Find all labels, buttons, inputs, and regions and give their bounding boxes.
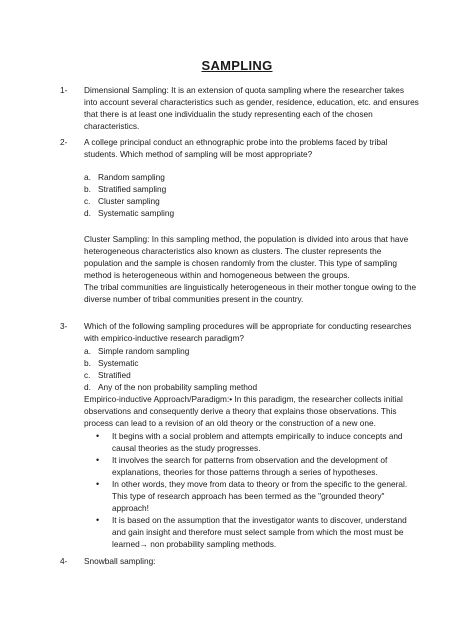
- option-b: b. Stratified sampling: [84, 184, 167, 194]
- question-4-text: Snowball sampling:: [84, 556, 156, 566]
- option-d: d. Systematic sampling: [84, 208, 175, 218]
- list-item: • It is based on the assumption that the investigator wants to discover, understand and gain insight and therefore must select sample from which the most must be learned→ non probability sampling methods.: [96, 515, 407, 549]
- option-a: a. Simple random sampling: [84, 346, 190, 356]
- bullet-icon: •: [96, 479, 100, 489]
- question-3-number: 3-: [60, 321, 68, 331]
- bullet-icon: •: [96, 515, 100, 525]
- option-a: a. Random sampling: [84, 172, 165, 182]
- question-4-number: 4-: [60, 556, 68, 566]
- question-2-explanation-2: The tribal communities are linguistically heterogeneous in their mother tongue owing to the diverse number of tribal communities present in the country.: [84, 282, 417, 304]
- list-item: • It begins with a social problem and attempts empirically to induce concepts and causal theories as the study progresses.: [96, 431, 403, 453]
- page-title: SAMPLING: [201, 58, 273, 73]
- option-b: b. Systematic: [84, 358, 139, 368]
- question-3-explanation: Empirico-inductive Approach/Paradigm:• In this paradigm, the researcher collects initial observations and consequently derive a theory that explains those observations. This process can lead to a revision of an old theory or the construction of a new one.: [84, 394, 403, 428]
- list-item: • It involves the search for patterns from observation and the development of explanations, theories for those patterns through a series of hypotheses.: [96, 455, 388, 477]
- question-3-options: [84, 345, 257, 393]
- question-2-text: A college principal conduct an ethnographic probe into the problems faced by tribal students. Which method of sampling will be most appropriate?: [84, 137, 388, 159]
- question-2-number: 2-: [60, 137, 68, 147]
- question-2-options: [84, 171, 174, 219]
- option-c: c. Stratified: [84, 370, 131, 380]
- question-3-bullet-list: [96, 430, 421, 550]
- question-1-text: Dimensional Sampling: It is an extension of quota sampling where the researcher takes into account several characteristics such as gender, residence, education, etc. and ensures that there is at least one individualin the study representing each of the chosen characteristics.: [84, 85, 419, 131]
- question-3-text: Which of the following sampling procedures will be appropriate for conducting researches with empirico-inductive research paradigm?: [84, 321, 412, 343]
- bullet-icon: •: [96, 455, 100, 465]
- question-2-explanation: Cluster Sampling: In this sampling method, the population is divided into arous that have heterogeneous characteristics also known as clusters. The cluster represents the population and the sample is chosen randomly from the cluster. This type of sampling method is heterogeneous within and homogeneous between the groups.: [84, 234, 409, 280]
- bullet-icon: •: [96, 431, 100, 441]
- list-item: • In other words, they move from data to theory or from the specific to the general. This type of research approach has been termed as the "grounded theory" approach!: [96, 479, 408, 513]
- question-1-number: 1-: [60, 85, 68, 95]
- option-d: d. Any of the non probability sampling method: [84, 382, 258, 392]
- option-c: c. Cluster sampling: [84, 196, 160, 206]
